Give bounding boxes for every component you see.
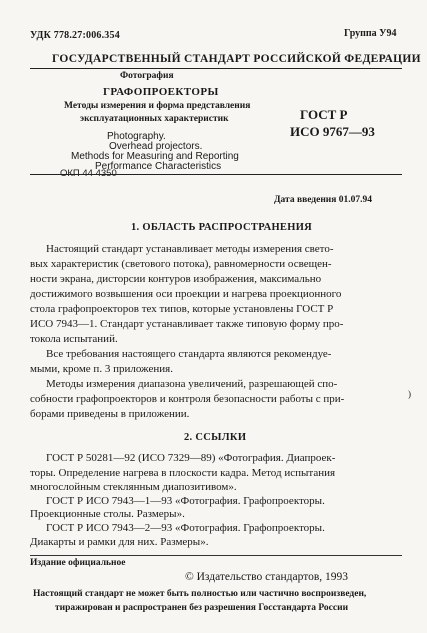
section-2-line: Диакарты и рамки для них. Размеры». <box>30 536 209 548</box>
gost-number-line-1: ГОСТ Р <box>300 107 348 122</box>
section-1-line: ИСО 7943—1. Стандарт устанавливает также типовую форму про- <box>30 318 344 330</box>
introduction-date: Дата введения 01.07.94 <box>274 195 373 205</box>
subtitle-line-2: эксплуатационных характеристик <box>80 114 229 124</box>
section-2-line: ГОСТ Р ИСО 7943—1—93 «Фотография. Графопроекторы. <box>46 495 325 507</box>
publisher-copyright: © Издательство стандартов, 1993 <box>185 571 349 583</box>
section-1-line: вых характеристик (светового потока), равномерности освещен- <box>30 258 332 270</box>
section-1-heading: 1. ОБЛАСТЬ РАСПРОСТРАНЕНИЯ <box>131 222 313 233</box>
group-code: Группа У94 <box>344 28 397 39</box>
section-2-line: многослойным стеклянным диапозитивом». <box>30 481 237 493</box>
section-1-line: токола испытаний. <box>30 333 118 345</box>
product-title: ГРАФОПРОЕКТОРЫ <box>103 86 219 98</box>
official-edition-label: Издание официальное <box>30 558 126 568</box>
section-2-line: торы. Определение нагрева в плоскости кадра. Метод испытания <box>30 467 336 479</box>
reproduction-notice-line-1: Настоящий стандарт не может быть полностью или частично воспроизведен, <box>33 589 367 599</box>
margin-mark: ) <box>408 389 411 399</box>
english-title-line: Photography. <box>107 131 166 142</box>
section-2-line: Проекционные столы. Размеры». <box>30 508 185 520</box>
section-1-line: мыми, кроме п. 3 приложения. <box>30 363 173 375</box>
gost-number-line-2: ИСО 9767—93 <box>290 124 375 139</box>
title-divider <box>30 174 402 175</box>
footer-divider <box>30 555 402 556</box>
reproduction-notice-line-2: тиражирован и распространен без разрешения Госстандарта России <box>55 603 349 613</box>
udk-code: УДК 778.27:006.354 <box>30 30 120 41</box>
section-1-line: борами приведены в приложении. <box>30 408 190 420</box>
english-title-line: Overhead projectors. <box>109 141 203 152</box>
section-1-line: достижимого возвышения оси проекции и нагрева проекционного <box>30 288 342 300</box>
section-1-line: Методы измерения диапазона увеличений, разрешающей спо- <box>46 378 338 390</box>
state-standard-title: ГОСУДАРСТВЕННЫЙ СТАНДАРТ РОССИЙСКОЙ ФЕДЕРАЦИИ <box>52 53 421 65</box>
english-title-line: Performance Characteristics <box>95 161 222 172</box>
category: Фотография <box>120 71 174 81</box>
english-title-line: Methods for Measuring and Reporting <box>71 151 239 162</box>
section-2-heading: 2. ССЫЛКИ <box>184 432 247 443</box>
subtitle-line-1: Методы измерения и форма представления <box>64 101 251 111</box>
header-divider <box>30 68 402 69</box>
section-1-line: собности графопроекторов и контроля безопасности работы с при- <box>30 393 345 405</box>
section-1-line: стола графопроекторов тех типов, которые установлены ГОСТ Р <box>30 303 334 315</box>
section-1-line: ности экрана, дисторсии контуров изображения, максимально <box>30 273 322 285</box>
section-1-line: Настоящий стандарт устанавливает методы измерения свето- <box>46 243 334 255</box>
section-2-line: ГОСТ Р ИСО 7943—2—93 «Фотография. Графопроекторы. <box>46 522 325 534</box>
okp-code: ОКП 44 4350 <box>60 168 117 179</box>
section-2-line: ГОСТ Р 50281—92 (ИСО 7329—89) «Фотография. Диапроек- <box>46 452 336 464</box>
section-1-line: Все требования настоящего стандарта являются рекомендуе- <box>46 348 332 360</box>
